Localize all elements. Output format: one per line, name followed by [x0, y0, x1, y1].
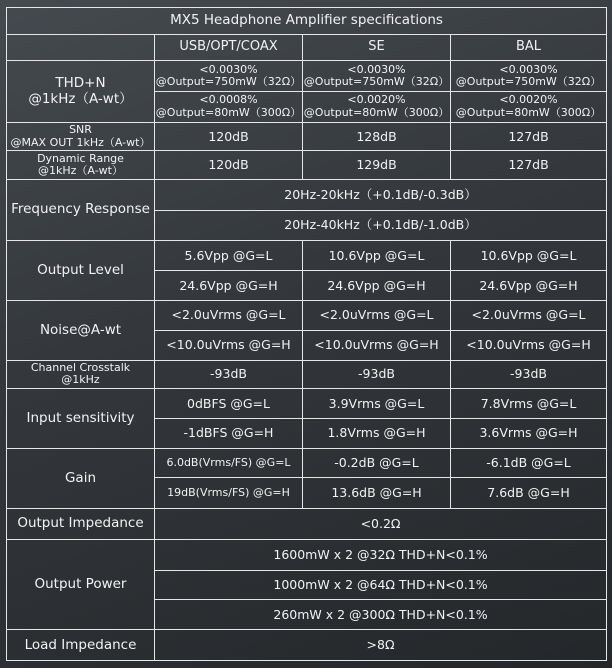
thd-value: <0.0030%	[199, 62, 258, 76]
crosstalk-label	[7, 360, 155, 389]
input-sensitivity-usb-gh: -1dBFS @G=H	[155, 418, 303, 448]
dynamic-range-se: 129dB	[303, 151, 451, 180]
output-power-row-1	[7, 539, 607, 570]
thd-row-1	[7, 61, 607, 92]
frequency-response-row-1	[7, 180, 607, 211]
title-row	[7, 8, 607, 35]
thd-value: <0.0008%	[199, 93, 258, 107]
input-sensitivity-se-gl: 3.9Vrms @G=L	[303, 389, 451, 419]
input-sensitivity-usb-gl: 0dBFS @G=L	[155, 389, 303, 419]
thd-bal-80mw	[451, 92, 607, 123]
output-level-se-gh: 24.6Vpp @G=H	[303, 271, 451, 301]
snr-label	[7, 122, 155, 151]
thd-condition: @Output=80mW（300Ω）	[455, 105, 602, 119]
dynamic-range-label-line1: Dynamic Range	[37, 152, 124, 166]
output-power-64ohm: 1000mW x 2 @64Ω THD+N<0.1%	[155, 570, 607, 600]
crosstalk-bal: -93dB	[451, 360, 607, 389]
dynamic-range-row	[7, 151, 607, 180]
thd-condition: @Output=80mW（300Ω）	[303, 105, 450, 119]
output-power-32ohm: 1600mW x 2 @32Ω THD+N<0.1%	[155, 539, 607, 570]
thd-bal-750mw	[451, 61, 607, 92]
input-sensitivity-se-gh: 1.8Vrms @G=H	[303, 418, 451, 448]
frequency-response-label: Frequency Response	[7, 180, 155, 240]
dynamic-range-label-line2: @1kHz（A-wt）	[38, 164, 123, 178]
output-power-300ohm: 260mW x 2 @300Ω THD+N<0.1%	[155, 600, 607, 630]
gain-se-gh: 13.6dB @G=H	[303, 478, 451, 509]
column-header-row	[7, 34, 607, 61]
noise-usb-gh: <10.0uVrms @G=H	[155, 330, 303, 360]
column-header-se: SE	[303, 34, 451, 61]
gain-row-1	[7, 448, 607, 478]
gain-bal-gl: -6.1dB @G=L	[451, 448, 607, 478]
crosstalk-label-line1: Channel Crosstalk	[30, 361, 131, 375]
snr-usb: 120dB	[155, 122, 303, 151]
snr-row	[7, 122, 607, 151]
snr-se: 128dB	[303, 122, 451, 151]
thd-label-line1: THD+N	[55, 75, 106, 92]
noise-se-gh: <10.0uVrms @G=H	[303, 330, 451, 360]
output-level-row-1	[7, 240, 607, 271]
output-impedance-value: <0.2Ω	[155, 509, 607, 540]
input-sensitivity-row-1	[7, 389, 607, 419]
thd-value: <0.0020%	[347, 93, 406, 107]
snr-label-line1: SNR	[69, 123, 92, 137]
gain-usb-gl: 6.0dB(Vrms/FS) @G=L	[155, 448, 303, 478]
crosstalk-row	[7, 360, 607, 389]
output-level-usb-gh: 24.6Vpp @G=H	[155, 271, 303, 301]
specifications-table	[6, 7, 607, 661]
thd-value: <0.0020%	[499, 93, 558, 107]
dynamic-range-label	[7, 151, 155, 180]
thd-value: <0.0030%	[347, 62, 406, 76]
snr-label-line2: @MAX OUT 1kHz（A-wt）	[10, 135, 151, 149]
thd-condition: @Output=750mW（32Ω）	[155, 75, 302, 89]
thd-usb-750mw	[155, 61, 303, 92]
frequency-response-value-2: 20Hz-40kHz（+0.1dB/-1.0dB）	[155, 210, 607, 240]
thd-condition: @Output=750mW（32Ω）	[455, 75, 602, 89]
output-level-bal-gl: 10.6Vpp @G=L	[451, 240, 607, 271]
gain-label: Gain	[7, 448, 155, 508]
output-level-usb-gl: 5.6Vpp @G=L	[155, 240, 303, 271]
thd-usb-80mw	[155, 92, 303, 123]
noise-se-gl: <2.0uVrms @G=L	[303, 301, 451, 331]
snr-bal: 127dB	[451, 122, 607, 151]
crosstalk-label-line2: @1kHz	[61, 373, 100, 387]
noise-bal-gl: <2.0uVrms @G=L	[451, 301, 607, 331]
table-title: MX5 Headphone Amplifier specifications	[7, 8, 607, 35]
header-blank-cell	[7, 34, 155, 61]
output-impedance-label: Output Impedance	[7, 509, 155, 540]
noise-bal-gh: <10.0uVrms @G=H	[451, 330, 607, 360]
dynamic-range-usb: 120dB	[155, 151, 303, 180]
thd-value: <0.0030%	[499, 62, 558, 76]
noise-usb-gl: <2.0uVrms @G=L	[155, 301, 303, 331]
output-impedance-row	[7, 509, 607, 540]
thd-condition: @Output=80mW（300Ω）	[155, 105, 302, 119]
thd-condition: @Output=750mW（32Ω）	[303, 75, 450, 89]
output-power-label: Output Power	[7, 539, 155, 629]
noise-label: Noise@A-wt	[7, 301, 155, 360]
load-impedance-value: >8Ω	[155, 630, 607, 661]
crosstalk-se: -93dB	[303, 360, 451, 389]
load-impedance-row	[7, 630, 607, 661]
input-sensitivity-label: Input sensitivity	[7, 389, 155, 448]
dynamic-range-bal: 127dB	[451, 151, 607, 180]
gain-bal-gh: 7.6dB @G=H	[451, 478, 607, 509]
output-level-se-gl: 10.6Vpp @G=L	[303, 240, 451, 271]
input-sensitivity-bal-gh: 3.6Vrms @G=H	[451, 418, 607, 448]
noise-row-1	[7, 301, 607, 331]
crosstalk-usb: -93dB	[155, 360, 303, 389]
frequency-response-value-1: 20Hz-20kHz（+0.1dB/-0.3dB）	[155, 180, 607, 211]
thd-se-750mw	[303, 61, 451, 92]
gain-se-gl: -0.2dB @G=L	[303, 448, 451, 478]
thd-se-80mw	[303, 92, 451, 123]
output-level-bal-gh: 24.6Vpp @G=H	[451, 271, 607, 301]
load-impedance-label: Load Impedance	[7, 630, 155, 661]
column-header-usb-opt-coax: USB/OPT/COAX	[155, 34, 303, 61]
gain-usb-gh: 19dB(Vrms/FS) @G=H	[155, 478, 303, 509]
column-header-bal: BAL	[451, 34, 607, 61]
thd-label	[7, 61, 155, 123]
input-sensitivity-bal-gl: 7.8Vrms @G=L	[451, 389, 607, 419]
output-level-label: Output Level	[7, 240, 155, 300]
thd-label-line2: @1kHz（A-wt）	[28, 90, 133, 107]
